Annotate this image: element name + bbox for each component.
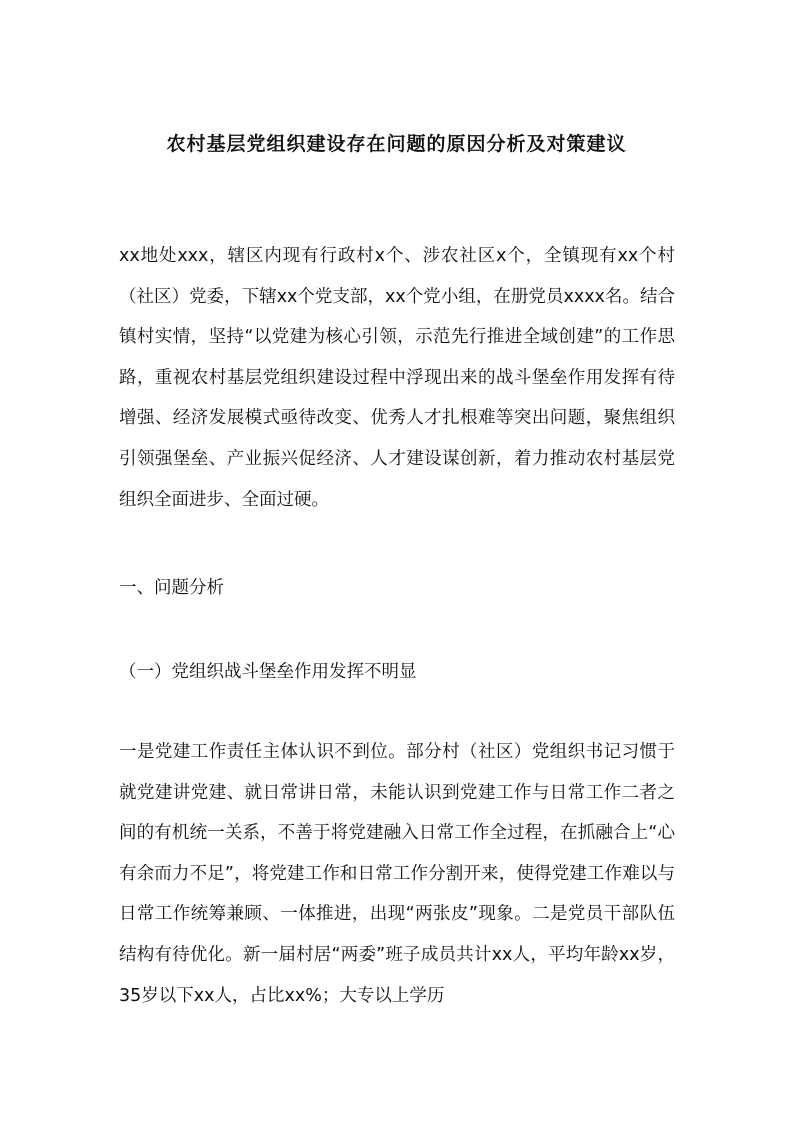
section-heading: 一、问题分析	[119, 578, 224, 598]
document-title: 农村基层党组织建设存在问题的原因分析及对策建议	[166, 133, 627, 155]
intro-paragraph: xx地处xxx，辖区内现有行政村x个、涉农社区x个，全镇现有xx个村（社区）党委，下辖xx个党支部，xx个党小组，在册党员xxxx名。结合镇村实情，坚持“以党建为核心引领，示范先行推进全域创建”的工作思路，重视农村基层党组织建设过程中浮现出来的战斗堡垒作用发挥有待增强、经济发展模式亟待改变、优秀人才扎根难等突出问题，聚焦组织引领强堡垒、产业振兴促经济、人才建设谋创新，着力推动农村基层党组织全面进步、全面过硬。	[119, 246, 675, 510]
body-paragraph: 一是党建工作责任主体认识不到位。部分村（社区）党组织书记习惯于就党建讲党建、就日常讲日常，未能认识到党建工作与日常工作二者之间的有机统一关系，不善于将党建融入日常工作全过程，在抓融合上“心有余而力不足”，将党建工作和日常工作分割开来，使得党建工作难以与日常工作统筹兼顾、一体推进，出现“两张皮”现象。二是党员干部队伍结构有待优化。新一届村居“两委”班子成员共计xx人，平均年龄xx岁，35岁以下xx人，占比xx%；大专以上学历	[119, 742, 675, 1006]
subsection-heading: （一）党组织战斗堡垒作用发挥不明显	[119, 662, 417, 682]
